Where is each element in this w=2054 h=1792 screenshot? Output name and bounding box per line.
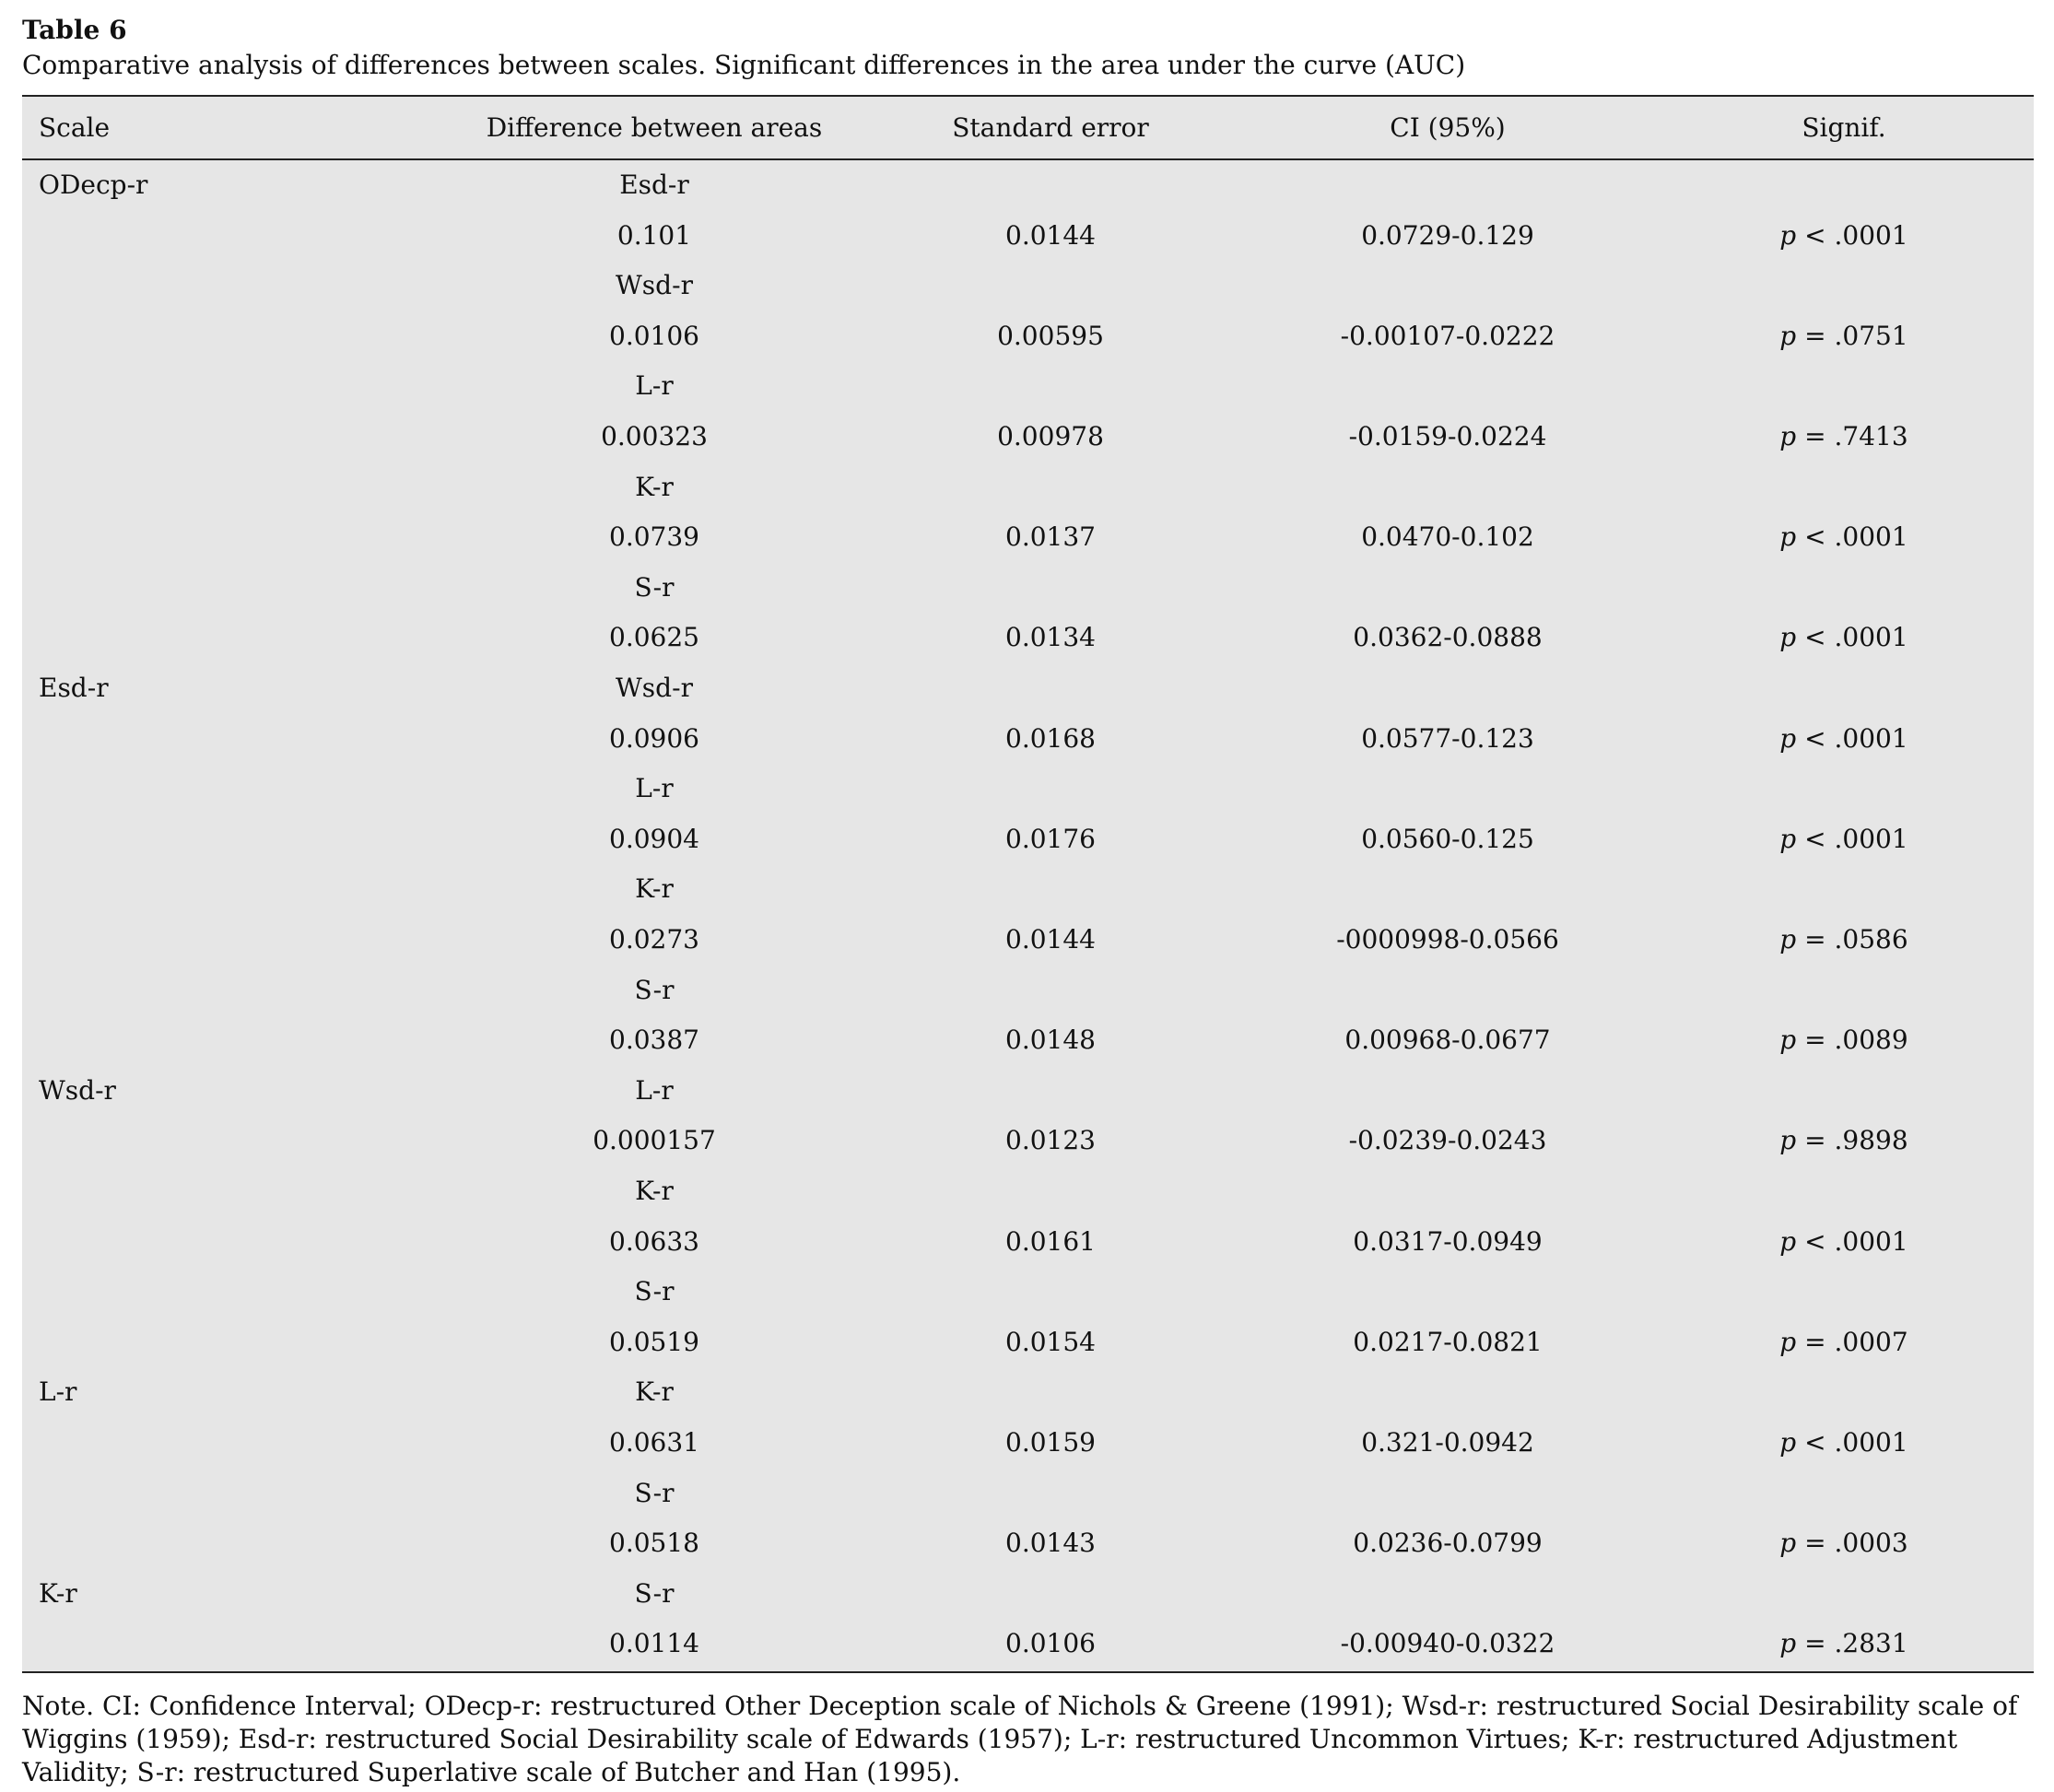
table-row-values-line bbox=[22, 1015, 2034, 1066]
cell-compare-scale: K-r bbox=[635, 471, 674, 502]
cell-standard-error: 0.0148 bbox=[1005, 1025, 1096, 1056]
cell-signif bbox=[1641, 1527, 2047, 1560]
table-row-compare-line bbox=[22, 966, 2034, 1016]
p-value: .0751 bbox=[1834, 320, 1908, 351]
cell-difference: 0.0631 bbox=[609, 1427, 699, 1458]
cell-signif bbox=[1641, 1225, 2047, 1259]
cell-standard-error: 0.0159 bbox=[1005, 1427, 1096, 1458]
cell-standard-error: 0.00595 bbox=[997, 320, 1104, 351]
cell-compare-scale: Esd-r bbox=[619, 170, 689, 200]
cell-compare-scale: K-r bbox=[635, 1176, 674, 1206]
p-letter: p bbox=[1779, 1326, 1797, 1357]
p-value: .0007 bbox=[1834, 1326, 1908, 1357]
table-row-compare-line bbox=[22, 1267, 2034, 1318]
p-value: .0001 bbox=[1834, 1427, 1908, 1458]
p-letter: p bbox=[1779, 320, 1797, 351]
p-letter: p bbox=[1779, 219, 1797, 251]
cell-compare-scale: Wsd-r bbox=[616, 673, 693, 703]
cell-ci: 0.0470-0.102 bbox=[1361, 521, 1534, 553]
p-value: .0001 bbox=[1834, 521, 1908, 553]
p-value: .0001 bbox=[1834, 1225, 1908, 1257]
p-letter: p bbox=[1779, 1125, 1797, 1156]
cell-scale: K-r bbox=[39, 1577, 77, 1609]
p-letter: p bbox=[1779, 1427, 1797, 1458]
table-row-compare-line bbox=[22, 1166, 2034, 1217]
p-letter: p bbox=[1779, 1025, 1797, 1056]
cell-ci: -0000998-0.0566 bbox=[1336, 924, 1559, 955]
cell-signif bbox=[1641, 1326, 2047, 1359]
cell-ci: -0.0239-0.0243 bbox=[1348, 1125, 1547, 1156]
table-row-values-line bbox=[22, 412, 2034, 463]
cell-compare-scale: L-r bbox=[635, 370, 674, 402]
cell-difference: 0.0273 bbox=[609, 924, 699, 955]
cell-standard-error: 0.0161 bbox=[1005, 1225, 1096, 1257]
cell-difference: 0.101 bbox=[616, 219, 692, 251]
cell-signif bbox=[1641, 621, 2047, 654]
header-difference: Difference between areas bbox=[486, 112, 823, 143]
table-body bbox=[22, 160, 2034, 1671]
table-row-values-line bbox=[22, 1116, 2034, 1166]
cell-signif bbox=[1641, 219, 2047, 252]
table-row-compare-line bbox=[22, 1569, 2034, 1620]
p-operator: < bbox=[1804, 1427, 1826, 1458]
p-value: .0001 bbox=[1834, 722, 1908, 754]
cell-ci: 0.0362-0.0888 bbox=[1353, 622, 1543, 653]
cell-scale: ODecp-r bbox=[39, 170, 148, 200]
cell-difference: 0.0387 bbox=[609, 1025, 699, 1056]
cell-standard-error: 0.0144 bbox=[1005, 219, 1096, 251]
cell-ci: 0.0560-0.125 bbox=[1361, 823, 1534, 854]
table-row-compare-line bbox=[22, 1469, 2034, 1519]
cell-compare-scale: S-r bbox=[634, 1477, 675, 1508]
p-value: .0089 bbox=[1834, 1025, 1908, 1056]
cell-difference: 0.0625 bbox=[609, 622, 699, 653]
p-letter: p bbox=[1779, 521, 1797, 553]
cell-signif bbox=[1641, 521, 2047, 554]
p-operator: = bbox=[1804, 1628, 1826, 1659]
cell-difference: 0.0106 bbox=[609, 320, 699, 351]
table-note: Note. CI: Confidence Interval; ODecp-r: restructured Other Deception scale of Nichols & Greene (1991); Wsd-r: restructured Social Desirability scale of Wiggins (1959); Esd-r: restructured Social Desirability scale of Edwards (1957); L-r: restructured Uncommon Virtues; K-r: restructured Adjustment Validity; S-r: restructured Superlative scale of Butcher and Han (1995). bbox=[22, 1691, 2018, 1787]
p-operator: = bbox=[1804, 320, 1826, 351]
table-row-compare-line bbox=[22, 1066, 2034, 1117]
cell-standard-error: 0.0106 bbox=[1005, 1628, 1096, 1659]
table-row-values-line bbox=[22, 211, 2034, 262]
table-row-compare-line bbox=[22, 764, 2034, 814]
cell-signif bbox=[1641, 320, 2047, 353]
table-row-compare-line bbox=[22, 563, 2034, 614]
p-operator: < bbox=[1804, 1225, 1826, 1257]
cell-difference: 0.0633 bbox=[609, 1225, 699, 1257]
p-value: .0586 bbox=[1834, 924, 1908, 955]
cell-ci: -0.0159-0.0224 bbox=[1348, 421, 1547, 451]
cell-difference: 0.00323 bbox=[601, 421, 708, 451]
cell-difference: 0.0904 bbox=[609, 823, 699, 854]
cell-signif bbox=[1641, 823, 2047, 856]
p-letter: p bbox=[1779, 722, 1797, 754]
p-operator: < bbox=[1804, 521, 1826, 553]
cell-ci: 0.0577-0.123 bbox=[1361, 722, 1534, 754]
table-row-values-line bbox=[22, 714, 2034, 765]
cell-signif bbox=[1641, 1024, 2047, 1057]
table-row-values-line bbox=[22, 311, 2034, 362]
p-operator: = bbox=[1804, 924, 1826, 955]
table-row-values-line bbox=[22, 1318, 2034, 1368]
cell-standard-error: 0.0143 bbox=[1005, 1528, 1096, 1559]
cell-standard-error: 0.00978 bbox=[997, 421, 1104, 451]
table-row-values-line bbox=[22, 1418, 2034, 1469]
header-signif: Signif. bbox=[1802, 112, 1886, 143]
cell-standard-error: 0.0154 bbox=[1005, 1326, 1096, 1357]
cell-scale: Esd-r bbox=[39, 673, 109, 703]
p-value: .2831 bbox=[1834, 1628, 1908, 1659]
cell-compare-scale: S-r bbox=[634, 974, 675, 1005]
table-row-compare-line bbox=[22, 663, 2034, 714]
table-label: Table 6 bbox=[22, 15, 127, 45]
cell-compare-scale: Wsd-r bbox=[616, 270, 693, 301]
table-row-values-line bbox=[22, 512, 2034, 563]
p-value: .0001 bbox=[1834, 823, 1908, 854]
cell-signif bbox=[1641, 923, 2047, 956]
cell-signif bbox=[1641, 1124, 2047, 1157]
cell-ci: 0.0317-0.0949 bbox=[1353, 1225, 1543, 1257]
cell-standard-error: 0.0176 bbox=[1005, 823, 1096, 854]
header-standard-error: Standard error bbox=[952, 112, 1149, 143]
p-operator: = bbox=[1804, 1326, 1826, 1357]
table-row-values-line bbox=[22, 1518, 2034, 1569]
cell-compare-scale: S-r bbox=[634, 1577, 675, 1609]
table-row-compare-line bbox=[22, 864, 2034, 915]
cell-compare-scale: L-r bbox=[635, 773, 674, 804]
p-letter: p bbox=[1779, 1628, 1797, 1659]
cell-compare-scale: K-r bbox=[635, 1376, 674, 1408]
p-operator: < bbox=[1804, 622, 1826, 653]
table-header-row bbox=[22, 97, 2034, 160]
cell-signif bbox=[1641, 1627, 2047, 1660]
cell-ci: 0.00968-0.0677 bbox=[1344, 1025, 1551, 1056]
table-row-values-line bbox=[22, 814, 2034, 865]
p-letter: p bbox=[1779, 1225, 1797, 1257]
p-value: .0003 bbox=[1834, 1528, 1908, 1559]
cell-ci: 0.0729-0.129 bbox=[1361, 219, 1534, 251]
table-row-values-line bbox=[22, 613, 2034, 663]
cell-difference: 0.0739 bbox=[609, 521, 699, 553]
p-operator: < bbox=[1804, 722, 1826, 754]
header-ci: CI (95%) bbox=[1390, 112, 1506, 143]
p-value: .9898 bbox=[1834, 1125, 1908, 1156]
cell-ci: -0.00940-0.0322 bbox=[1340, 1628, 1555, 1659]
table-row-compare-line bbox=[22, 261, 2034, 311]
p-letter: p bbox=[1779, 622, 1797, 653]
cell-signif bbox=[1641, 420, 2047, 453]
p-operator: = bbox=[1804, 421, 1826, 451]
cell-ci: 0.321-0.0942 bbox=[1361, 1427, 1534, 1458]
cell-standard-error: 0.0123 bbox=[1005, 1125, 1096, 1156]
p-value: .0001 bbox=[1834, 622, 1908, 653]
p-value: .7413 bbox=[1834, 421, 1908, 451]
cell-scale: L-r bbox=[39, 1376, 77, 1408]
cell-compare-scale: S-r bbox=[634, 571, 675, 603]
cell-standard-error: 0.0134 bbox=[1005, 622, 1096, 653]
cell-standard-error: 0.0137 bbox=[1005, 521, 1096, 553]
cell-compare-scale: K-r bbox=[635, 873, 674, 905]
p-value: .0001 bbox=[1834, 219, 1908, 251]
p-operator: = bbox=[1804, 1528, 1826, 1559]
cell-difference: 0.0518 bbox=[609, 1528, 699, 1559]
p-letter: p bbox=[1779, 823, 1797, 854]
cell-signif bbox=[1641, 1426, 2047, 1459]
p-operator: = bbox=[1804, 1125, 1826, 1156]
header-scale: Scale bbox=[39, 112, 111, 143]
table-row-compare-line bbox=[22, 463, 2034, 513]
table-row-values-line bbox=[22, 1619, 2034, 1669]
cell-standard-error: 0.0168 bbox=[1005, 722, 1096, 754]
cell-difference: 0.0906 bbox=[609, 722, 699, 754]
table-row-values-line bbox=[22, 915, 2034, 966]
table-row-compare-line bbox=[22, 160, 2034, 211]
p-operator: = bbox=[1804, 1025, 1826, 1056]
table-caption: Comparative analysis of differences between scales. Significant differences in the area under the curve (AUC) bbox=[22, 50, 1466, 80]
table-row-compare-line bbox=[22, 361, 2034, 412]
cell-scale: Wsd-r bbox=[39, 1074, 116, 1106]
p-letter: p bbox=[1779, 421, 1797, 451]
p-letter: p bbox=[1779, 1528, 1797, 1559]
cell-signif bbox=[1641, 722, 2047, 755]
data-table bbox=[22, 95, 2034, 1673]
p-operator: < bbox=[1804, 823, 1826, 854]
cell-difference: 0.0114 bbox=[609, 1628, 699, 1659]
p-operator: < bbox=[1804, 219, 1826, 251]
cell-compare-scale: S-r bbox=[634, 1276, 675, 1307]
p-letter: p bbox=[1779, 924, 1797, 955]
cell-standard-error: 0.0144 bbox=[1005, 924, 1096, 955]
cell-ci: -0.00107-0.0222 bbox=[1340, 320, 1555, 351]
table-row-compare-line bbox=[22, 1367, 2034, 1418]
cell-ci: 0.0217-0.0821 bbox=[1353, 1326, 1543, 1357]
table-row-values-line bbox=[22, 1217, 2034, 1268]
cell-ci: 0.0236-0.0799 bbox=[1353, 1528, 1543, 1559]
cell-difference: 0.0519 bbox=[609, 1326, 699, 1357]
cell-difference: 0.000157 bbox=[593, 1125, 716, 1156]
cell-compare-scale: L-r bbox=[635, 1074, 674, 1106]
